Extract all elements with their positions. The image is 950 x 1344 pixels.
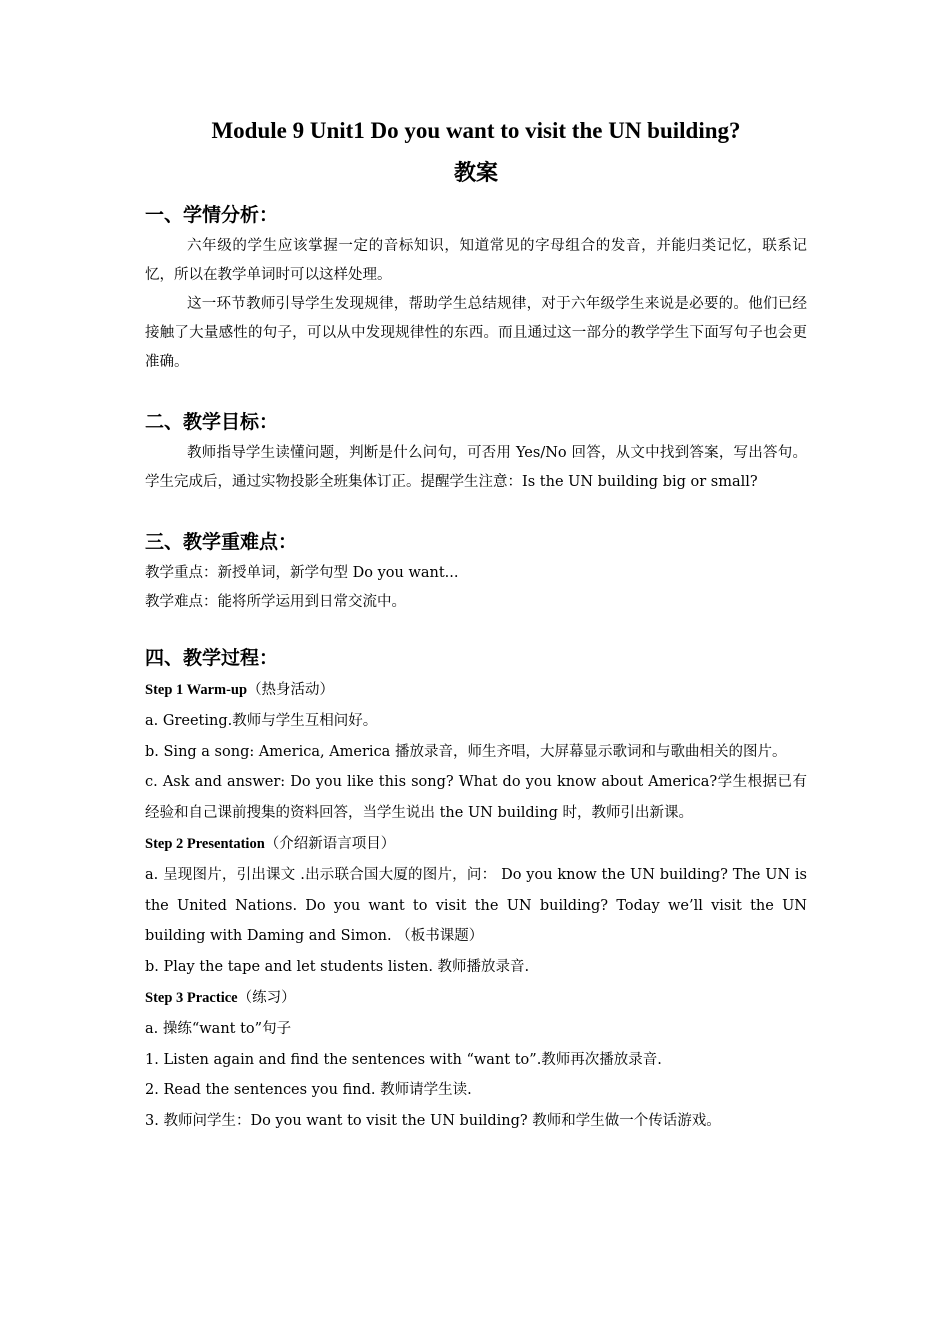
document-subtitle: 教案 (453, 161, 498, 186)
objectives-paragraph: 教师指导学生读懂问题，判断是什么问句，可否用 Yes/No 回答，从文中找到答案，写出答句。学生完成后，通过实物投影全班集体订正。提醒学生注意：Is the UN building big or small? (145, 445, 807, 490)
section-heading-key-points: 三、教学重难点： (145, 531, 298, 553)
step-1-note: （热身活动） (247, 682, 335, 698)
analysis-paragraph-2: 这一环节教师引导学生发现规律，帮助学生总结规律，对于六年级学生来说是必要的。他们已经接触了大量感性的句子，可以从中发现规律性的东西。而且通过这一部分的教学学生下面写句子也会更准确。 (145, 296, 807, 370)
spacer (145, 377, 807, 405)
document-title: Module 9 Unit1 Do you want to visit the UN building? (211, 118, 741, 143)
step-2-note: （介绍新语言项目） (264, 835, 396, 852)
spacer (145, 497, 807, 525)
step-1-title (145, 675, 807, 706)
section-heading-analysis: 一、学情分析： (145, 204, 279, 226)
step-3-item-2: 2. Read the sentences you find. 教师请学生读. (145, 1082, 472, 1099)
step-1-item-a: a. Greeting.教师与学生互相问好。 (145, 712, 378, 729)
step-3-note: （练习） (237, 989, 296, 1006)
step-3-item-3: 3. 教师问学生：Do you want to visit the UN building? 教师和学生做一个传话游戏。 (145, 1113, 721, 1130)
key-point-line: 教学重点：新授单词，新学句型 Do you want... (145, 565, 459, 581)
spacer (145, 617, 807, 641)
step-1-item-c: c. Ask and answer: Do you like this song? What do you know about America?学生根据已有经验和自己课前搜集的资料回答，当学生说出 the UN building 时，教师引出新课。 (145, 774, 807, 822)
document-page (145, 112, 807, 1137)
step-3-item-a: a. 操练“want to”句子 (145, 1020, 292, 1037)
analysis-paragraph-1: 六年级的学生应该掌握一定的音标知识，知道常见的字母组合的发音，并能归类记忆，联系记忆，所以在教学单词时可以这样处理。 (145, 238, 807, 283)
step-2-item-a: a. 呈现图片，引出课文 .出示联合国大厦的图片，问： Do you know the UN building? The UN is the United Nations. Do you want to visit the UN building? Today we’ll visit the UN building with Daming and Simon. （板书课题） (145, 866, 807, 945)
step-3-label: Step 3 Practice (145, 989, 238, 1006)
step-2-title (145, 829, 807, 860)
step-3-title (145, 983, 807, 1014)
difficult-point-line: 教学难点：能将所学运用到日常交流中。 (145, 594, 406, 610)
section-heading-objectives: 二、教学目标： (145, 411, 279, 433)
step-3-item-1: 1. Listen again and find the sentences with “want to”.教师再次播放录音. (145, 1051, 662, 1068)
step-1-item-b: b. Sing a song: America, America 播放录音，师生齐唱，大屏幕显示歌词和与歌曲相关的图片。 (145, 743, 787, 760)
step-1-label: Step 1 Warm-up (145, 682, 248, 698)
section-heading-process: 四、教学过程： (145, 647, 279, 669)
step-2-item-b: b. Play the tape and let students listen. 教师播放录音. (145, 959, 530, 976)
step-2-label: Step 2 Presentation (145, 835, 265, 852)
